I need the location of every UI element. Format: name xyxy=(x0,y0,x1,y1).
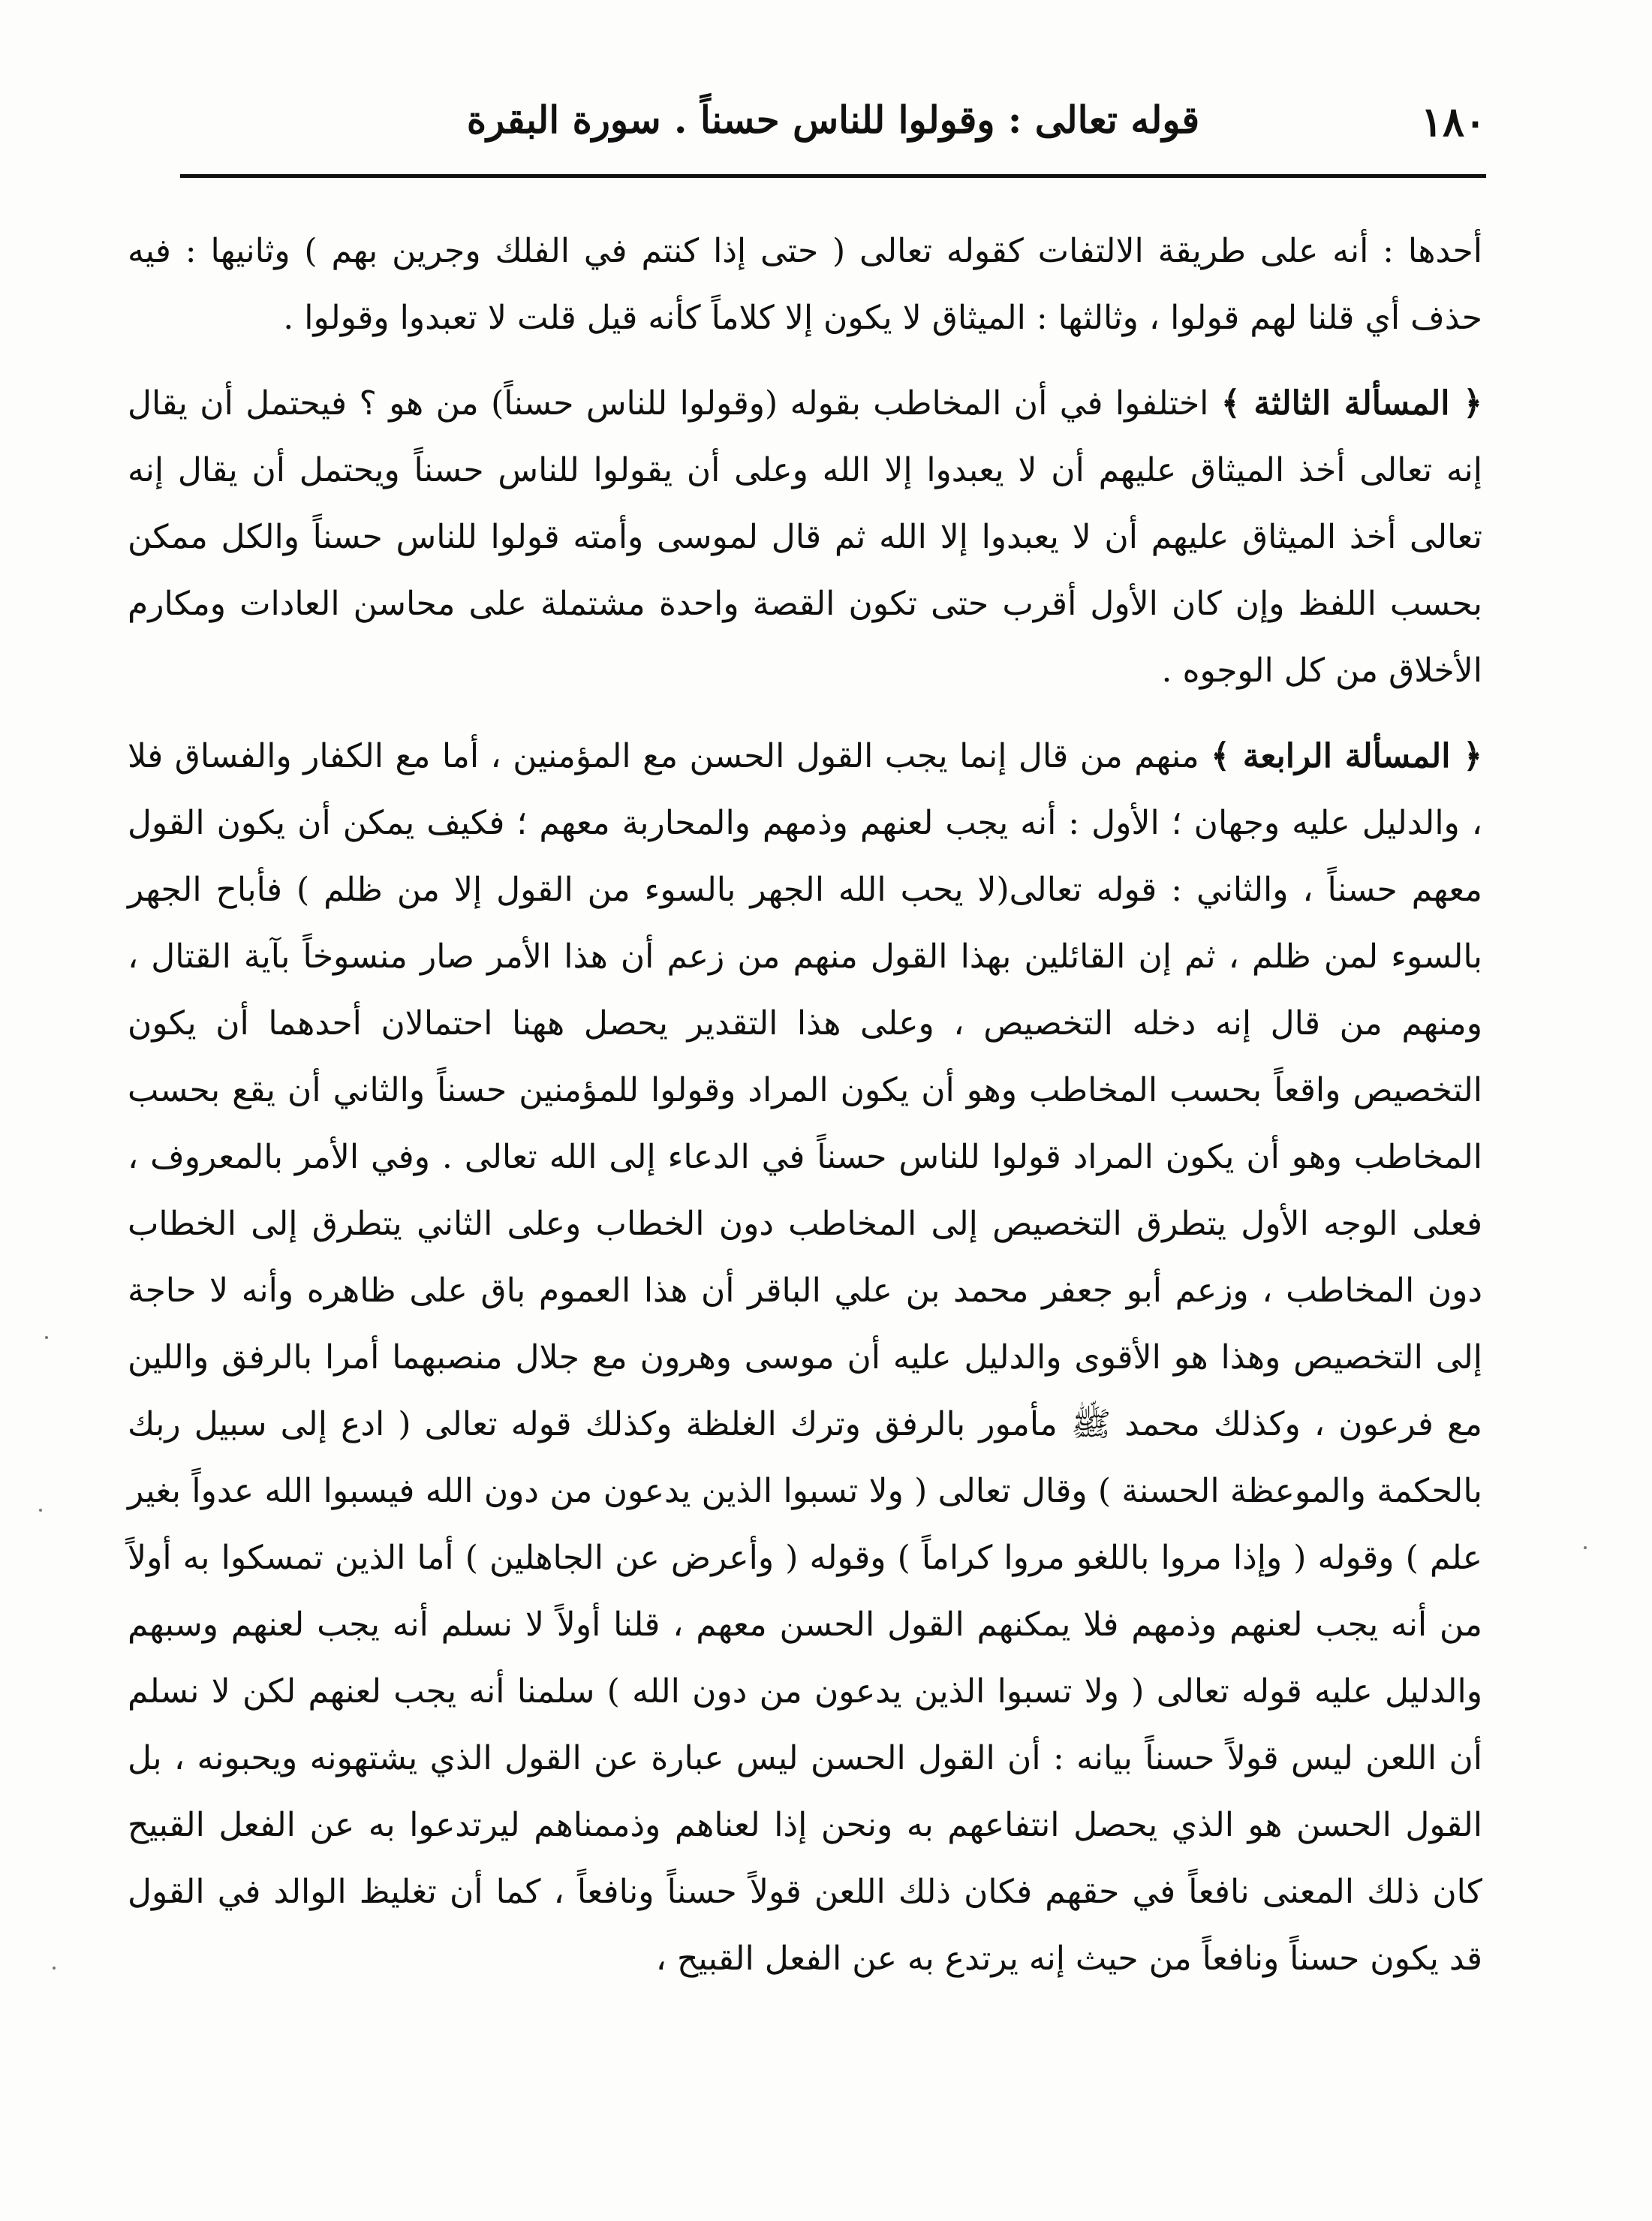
paragraph-2 xyxy=(128,370,1482,704)
paragraph-3 xyxy=(128,723,1482,1992)
paragraph-2-text: اختلفوا في أن المخاطب بقوله (وقولوا للناس حسناً) من هو ؟ فيحتمل أن يقال إنه تعالى أخذ الميثاق عليهم أن لا يعبدوا إلا الله وعلى أن يقولوا للناس حسناً ويحتمل أن يقال إنه تعالى أخذ الميثاق عليهم أن لا يعبدوا إلا الله ثم قال لموسى وأمته قولوا للناس حسناً والكل ممكن بحسب اللفظ وإن كان الأول أقرب حتى تكون القصة واحدة مشتملة على محاسن العادات ومكارم الأخلاق من كل الوجوه . xyxy=(128,384,1482,690)
page-number: ١٨٠ xyxy=(1420,98,1486,146)
paragraph-3-text: منهم من قال إنما يجب القول الحسن مع المؤمنين ، أما مع الكفار والفساق فلا ، والدليل عليه وجهان ؛ الأول : أنه يجب لعنهم وذمهم والمحاربة معهم ؛ فكيف يمكن أن يكون القول معهم حسناً ، والثاني : قوله تعالى(لا يحب الله الجهر بالسوء من القول إلا من ظلم ) فأباح الجهر بالسوء لمن ظلم ، ثم إن القائلين بهذا القول منهم من زعم أن هذا الأمر صار منسوخاً بآية القتال ، ومنهم من قال إنه دخله التخصيص ، وعلى هذا التقدير يحصل ههنا احتمالان أحدهما أن يكون التخصيص واقعاً بحسب المخاطب وهو أن يكون المراد وقولوا للمؤمنين حسناً والثاني أن يقع بحسب المخاطب وهو أن يكون المراد قولوا للناس حسناً في الدعاء إلى الله تعالى . وفي الأمر بالمعروف ، فعلى الوجه الأول يتطرق التخصيص إلى المخاطب دون الخطاب وعلى الثاني يتطرق إلى الخطاب دون المخاطب ، وزعم أبو جعفر محمد بن علي الباقر أن هذا العموم باق على ظاهره وأنه لا حاجة إلى التخصيص وهذا هو الأقوى والدليل عليه أن موسى وهرون مع جلال منصبهما أمرا بالرفق واللين مع فرعون ، وكذلك محمد ﷺ مأمور بالرفق وترك الغلظة وكذلك قوله تعالى ( ادع إلى سبيل ربك بالحكمة والموعظة الحسنة ) وقال تعالى ( ولا تسبوا الذين يدعون من دون الله فيسبوا الله عدواً بغير علم ) وقوله ( وإذا مروا باللغو مروا كراماً ) وقوله ( وأعرض عن الجاهلين ) أما الذين تمسكوا به أولاً من أنه يجب لعنهم وذمهم فلا يمكنهم القول الحسن معهم ، قلنا أولاً لا نسلم أنه يجب لعنهم وسبهم والدليل عليه قوله تعالى ( ولا تسبوا الذين يدعون من دون الله ) سلمنا أنه يجب لعنهم لكن لا نسلم أن اللعن ليس قولاً حسناً بيانه : أن القول الحسن ليس عبارة عن القول الذي يشتهونه ويحبونه ، بل القول الحسن هو الذي يحصل انتفاعهم به ونحن إذا لعناهم وذممناهم ليرتدعوا به عن الفعل القبيح كان ذلك المعنى نافعاً في حقهم فكان ذلك اللعن قولاً حسناً ونافعاً ، كما أن تغليظ الوالد في القول قد يكون حسناً ونافعاً من حيث إنه يرتدع به عن الفعل القبيح ، xyxy=(128,737,1482,1978)
running-title: قوله تعالى : وقولوا للناس حسناً . سورة البقرة xyxy=(466,98,1200,142)
page-header xyxy=(180,90,1486,173)
scan-speck xyxy=(39,1509,42,1512)
paragraph-1 xyxy=(128,218,1482,351)
scan-speck xyxy=(1584,1546,1587,1549)
header-divider xyxy=(180,174,1486,178)
section-heading-third: ﴿ المسألة الثالثة ﴾ xyxy=(1220,384,1483,423)
body-text xyxy=(128,218,1482,1992)
section-heading-fourth: ﴿ المسألة الرابعة ﴾ xyxy=(1211,737,1483,775)
paragraph-1-text: أحدها : أنه على طريقة الالتفات كقوله تعالى ( حتى إذا كنتم في الفلك وجرين بهم ) وثانيها : فيه حذف أي قلنا لهم قولوا ، وثالثها : الميثاق لا يكون إلا كلاماً كأنه قيل قلت لا تعبدوا وقولوا . xyxy=(128,232,1482,337)
scan-speck xyxy=(53,1967,56,1970)
scan-speck xyxy=(45,1336,48,1339)
